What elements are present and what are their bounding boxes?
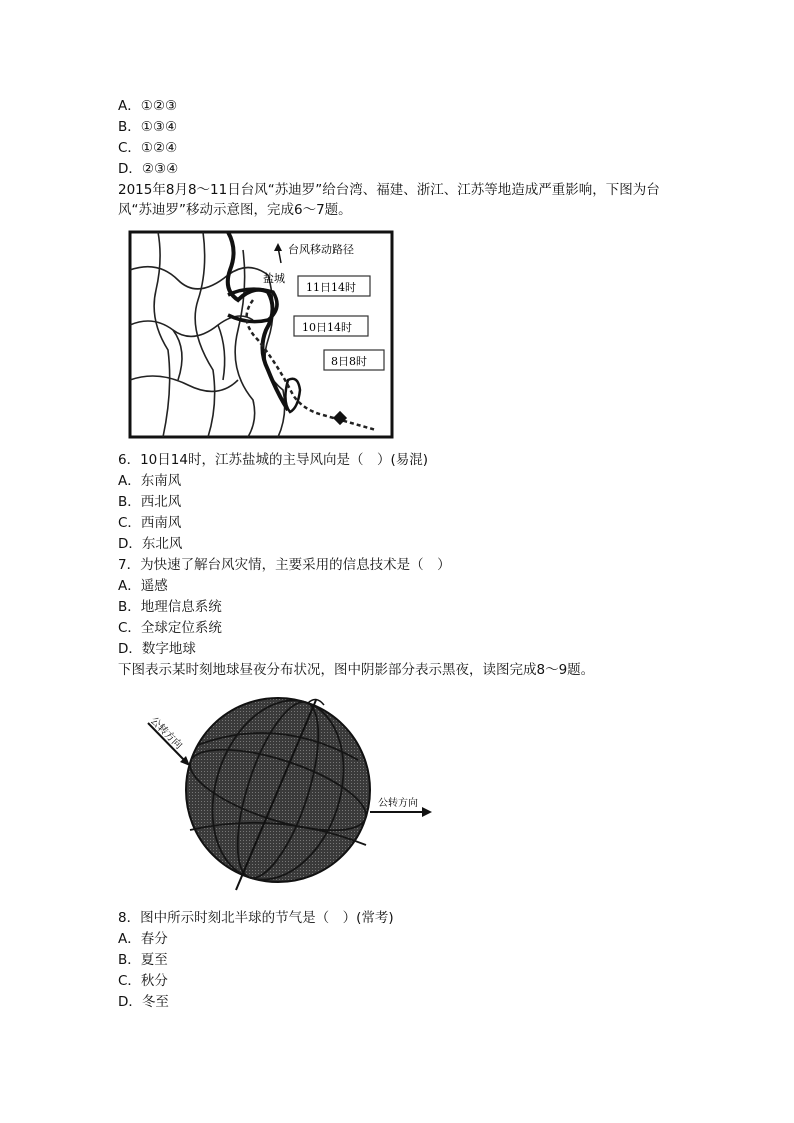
map-city-label: 盐城 <box>263 272 285 285</box>
typhoon-map <box>128 230 394 440</box>
q7-option-a: A．遥感 <box>118 578 168 594</box>
q5-option-b: B．①③④ <box>118 119 178 135</box>
q7-option-d: D．数字地球 <box>118 641 196 657</box>
globe-figure <box>128 695 448 895</box>
q6-option-d: D．东北风 <box>118 536 183 552</box>
orbit-direction-label-right: 公转方向 <box>378 798 418 809</box>
q7-stem: 7．为快速了解台风灾情，主要采用的信息技术是（ ） <box>118 557 451 573</box>
q8-option-d: D．冬至 <box>118 994 169 1010</box>
q6-option-b: B．西北风 <box>118 494 182 510</box>
q8-stem: 8．图中所示时刻北半球的节气是（ ）(常考) <box>118 910 394 926</box>
q6-option-a: A．东南风 <box>118 473 182 489</box>
map-time-label-10: 10日14时 <box>302 321 352 334</box>
earth-intro-text: 下图表示某时刻地球昼夜分布状况，图中阴影部分表示黑夜，读图完成8～9题。 <box>118 662 595 678</box>
typhoon-intro-text: 2015年8月8～11日台风“苏迪罗”给台湾、福建、浙江、江苏等地造成严重影响，下图为台风“苏迪罗”移动示意图，完成6～7题。 <box>118 182 660 218</box>
q8-option-b: B．夏至 <box>118 952 168 968</box>
q8-option-c: C．秋分 <box>118 973 168 989</box>
q7-option-c: C．全球定位系统 <box>118 620 222 636</box>
q6-option-c: C．西南风 <box>118 515 182 531</box>
map-legend: 台风移动路径 <box>288 243 354 256</box>
map-time-label-8: 8日8时 <box>331 355 367 368</box>
q5-option-a: A．①②③ <box>118 98 178 114</box>
q5-option-d: D．②③④ <box>118 161 179 177</box>
q6-stem: 6．10日14时，江苏盐城的主导风向是（ ）(易混) <box>118 452 428 468</box>
orbit-direction-label-left: 公转方向 <box>147 715 184 752</box>
q5-option-c: C．①②④ <box>118 140 178 156</box>
q7-option-b: B．地理信息系统 <box>118 599 222 615</box>
q8-option-a: A．春分 <box>118 931 168 947</box>
map-time-label-11: 11日14时 <box>306 281 356 294</box>
